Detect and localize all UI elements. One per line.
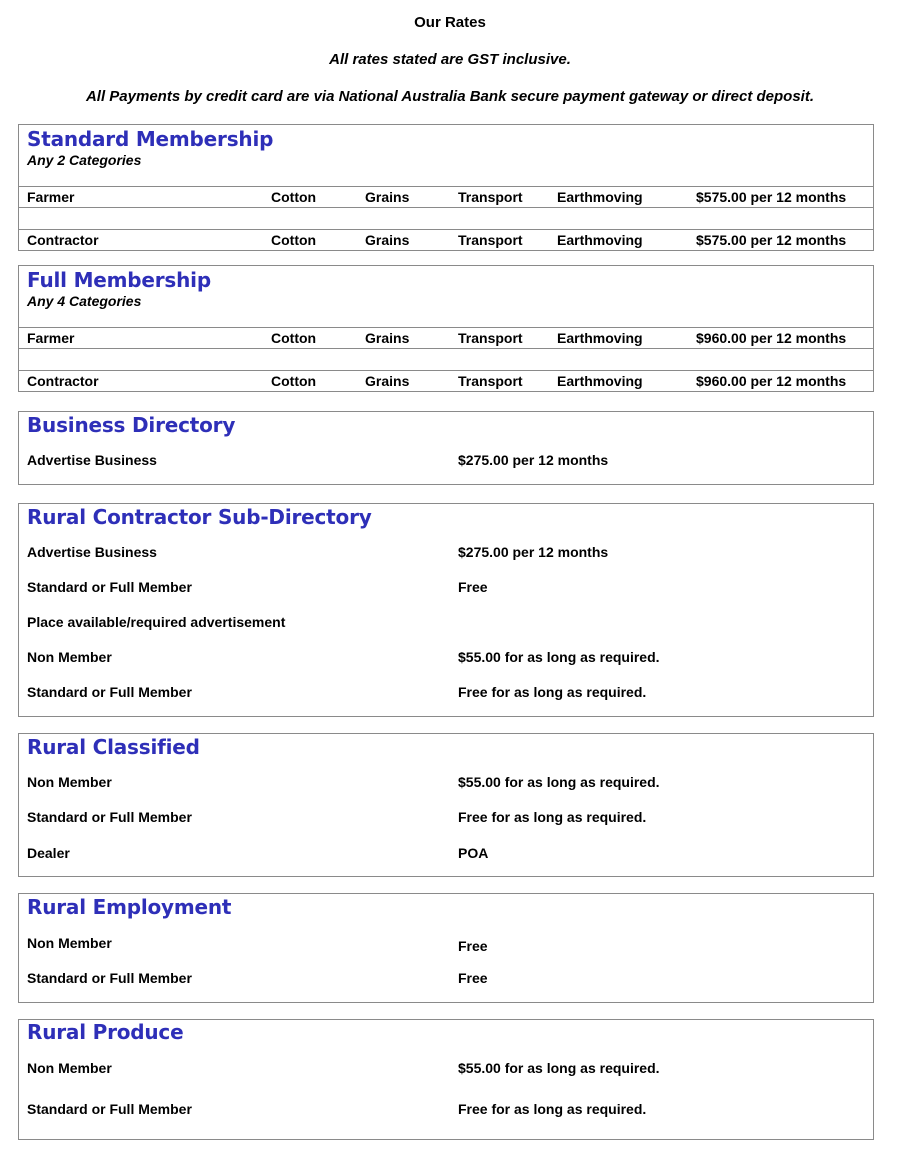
row-divider bbox=[19, 348, 873, 349]
item-value: POA bbox=[458, 845, 489, 861]
category-transport: Transport bbox=[458, 189, 523, 205]
item-label: Place available/required advertisement bbox=[27, 614, 286, 630]
section-title: Rural Employment bbox=[27, 895, 232, 919]
item-label: Standard or Full Member bbox=[27, 809, 192, 825]
category-earthmoving: Earthmoving bbox=[557, 189, 643, 205]
gst-note: All rates stated are GST inclusive. bbox=[329, 51, 571, 68]
category-cotton: Cotton bbox=[271, 330, 317, 346]
section-title: Rural Classified bbox=[27, 735, 200, 759]
section-title: Full Membership bbox=[27, 268, 211, 292]
section-title: Business Directory bbox=[27, 413, 236, 437]
section-title: Standard Membership bbox=[27, 127, 274, 151]
section-title: Rural Contractor Sub-Directory bbox=[27, 505, 372, 529]
standard-membership-section bbox=[18, 124, 874, 251]
row-divider bbox=[19, 327, 873, 328]
price: $960.00 per 12 months bbox=[696, 330, 847, 346]
category-grains: Grains bbox=[365, 373, 410, 389]
category-cotton: Cotton bbox=[271, 373, 317, 389]
item-label: Advertise Business bbox=[27, 452, 157, 468]
category-earthmoving: Earthmoving bbox=[557, 232, 643, 248]
price: $960.00 per 12 months bbox=[696, 373, 847, 389]
price: $575.00 per 12 months bbox=[696, 189, 847, 205]
rural-classified-section bbox=[18, 733, 874, 877]
member-type: Farmer bbox=[27, 189, 75, 205]
item-label: Non Member bbox=[27, 649, 112, 665]
item-value: $55.00 for as long as required. bbox=[458, 774, 660, 790]
item-value: Free bbox=[458, 938, 488, 954]
item-value: Free bbox=[458, 579, 488, 595]
item-label: Non Member bbox=[27, 774, 112, 790]
item-label: Non Member bbox=[27, 1060, 112, 1076]
price: $575.00 per 12 months bbox=[696, 232, 847, 248]
category-transport: Transport bbox=[458, 330, 523, 346]
member-type: Contractor bbox=[27, 373, 99, 389]
member-type: Contractor bbox=[27, 232, 99, 248]
business-directory-section bbox=[18, 411, 874, 485]
section-subtitle: Any 2 Categories bbox=[27, 152, 142, 168]
item-value: Free bbox=[458, 970, 488, 986]
row-divider bbox=[19, 207, 873, 208]
item-value: $275.00 per 12 months bbox=[458, 544, 609, 560]
category-grains: Grains bbox=[365, 189, 410, 205]
item-value: Free for as long as required. bbox=[458, 1101, 647, 1117]
category-grains: Grains bbox=[365, 330, 410, 346]
member-type: Farmer bbox=[27, 330, 75, 346]
item-label: Standard or Full Member bbox=[27, 579, 192, 595]
row-divider bbox=[19, 370, 873, 371]
item-label: Advertise Business bbox=[27, 544, 157, 560]
section-subtitle: Any 4 Categories bbox=[27, 293, 142, 309]
full-membership-section bbox=[18, 265, 874, 392]
category-cotton: Cotton bbox=[271, 189, 317, 205]
item-value: Free for as long as required. bbox=[458, 684, 647, 700]
item-label: Standard or Full Member bbox=[27, 684, 192, 700]
row-divider bbox=[19, 229, 873, 230]
category-transport: Transport bbox=[458, 232, 523, 248]
rural-employment-section bbox=[18, 893, 874, 1003]
section-title: Rural Produce bbox=[27, 1020, 184, 1044]
rural-contractor-section bbox=[18, 503, 874, 717]
category-earthmoving: Earthmoving bbox=[557, 373, 643, 389]
item-value: Free for as long as required. bbox=[458, 809, 647, 825]
item-label: Standard or Full Member bbox=[27, 970, 192, 986]
item-label: Standard or Full Member bbox=[27, 1101, 192, 1117]
category-grains: Grains bbox=[365, 232, 410, 248]
rural-produce-section bbox=[18, 1019, 874, 1140]
page-title: Our Rates bbox=[414, 14, 486, 31]
item-label: Non Member bbox=[27, 935, 112, 951]
category-earthmoving: Earthmoving bbox=[557, 330, 643, 346]
item-label: Dealer bbox=[27, 845, 70, 861]
item-value: $275.00 per 12 months bbox=[458, 452, 609, 468]
item-value: $55.00 for as long as required. bbox=[458, 1060, 660, 1076]
category-transport: Transport bbox=[458, 373, 523, 389]
row-divider bbox=[19, 186, 873, 187]
category-cotton: Cotton bbox=[271, 232, 317, 248]
payment-note: All Payments by credit card are via National Australia Bank secure payment gateway or direct deposit. bbox=[85, 88, 815, 105]
item-value: $55.00 for as long as required. bbox=[458, 649, 660, 665]
